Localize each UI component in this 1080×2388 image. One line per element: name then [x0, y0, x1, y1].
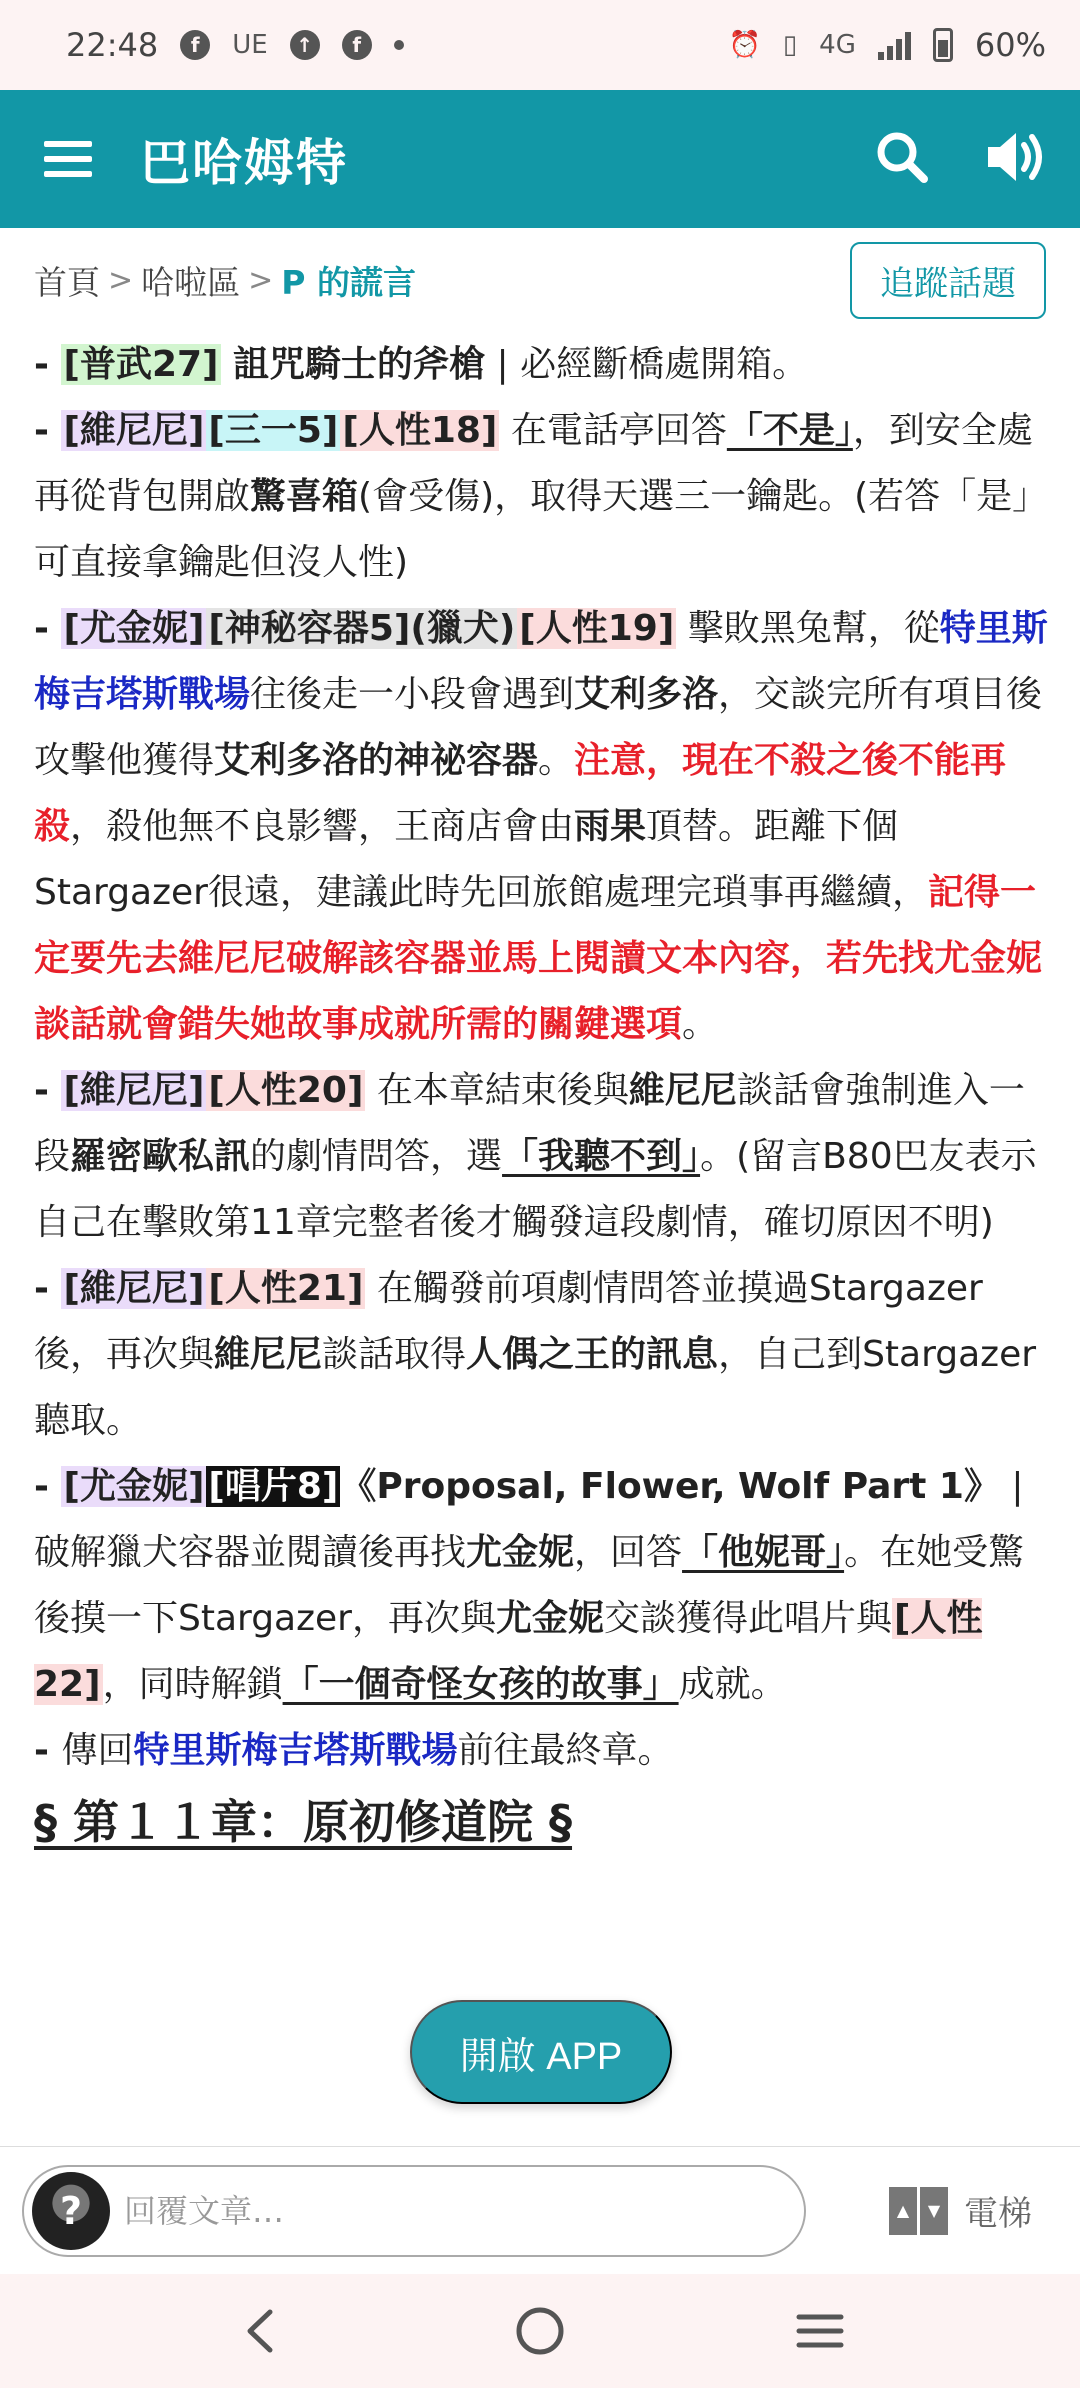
elevator-label: 電梯	[964, 2194, 1032, 2234]
elevator-button[interactable]	[889, 2186, 1032, 2235]
article-body	[34, 332, 1052, 1860]
facebook-notification-icon-2: f	[342, 30, 372, 60]
breadcrumb-board[interactable]: 哈啦區	[141, 262, 241, 302]
reply-bar	[0, 2146, 1080, 2274]
battery-icon	[933, 28, 953, 62]
breadcrumb-separator-2: >	[248, 262, 274, 298]
list-item: - [尤金妮] [神秘容器5](獵犬) [人性19] 擊敗黑兔幫，從特里斯梅吉塔斯戰場往後走一小段會遇到艾利多洛，交談完所有項目後攻擊他獲得艾利多洛的神祕容器。注意，現在不殺之後不能再殺，殺他無不良影響，王商店會由雨果頂替。距離下個Stargazer很遠，建議此時先回旅館處理完瑣事再繼續，記得一定要先去維尼尼破解該容器並馬上閱讀文本內容，若先找尤金妮談話就會錯失她故事成就所需的關鍵選項。	[34, 608, 1048, 1045]
facebook-notification-icon: f	[180, 30, 210, 60]
list-item: - [尤金妮] [唱片8]《Proposal, Flower, Wolf Part 1》 | 破解獵犬容器並閱讀後再找尤金妮，回答「他妮哥」。在她受驚後摸一下Stargazer，再次與尤金妮交談獲得此唱片與[人性22]，同時解鎖「一個奇怪女孩的故事」成就。	[34, 1466, 1025, 1705]
open-app-button[interactable]: 開啟 APP	[410, 2000, 672, 2104]
list-item: - [普武27] 詛咒騎士的斧槍 | 必經斷橋處開箱。	[34, 344, 809, 385]
list-item: - 傳回特里斯梅吉塔斯戰場前往最終章。	[34, 1730, 674, 1771]
alarm-icon: ⏰	[728, 30, 761, 60]
status-time: 22:48	[66, 26, 159, 64]
speaker-icon[interactable]	[984, 127, 1050, 191]
back-chevron-icon[interactable]	[220, 2291, 300, 2371]
app-bar	[0, 90, 1080, 228]
article-link[interactable]: 特里斯梅吉塔斯戰場	[133, 1730, 458, 1771]
upload-notification-icon: ↑	[290, 30, 320, 60]
vibrate-icon: ▯	[782, 30, 798, 60]
more-notifications-dot-icon	[394, 40, 404, 50]
system-nav-bar	[0, 2274, 1080, 2388]
ue-notification-icon: UE	[232, 30, 268, 60]
breadcrumb	[0, 228, 1080, 332]
recents-lines-icon[interactable]	[780, 2291, 860, 2371]
avatar[interactable]: ?	[32, 2172, 110, 2250]
breadcrumb-current[interactable]: P 的謊言	[281, 262, 416, 302]
home-circle-icon[interactable]	[500, 2291, 580, 2371]
elevator-icon: ▲ ▼	[889, 2187, 948, 2235]
list-item: - [維尼尼] [人性20] 在本章結束後與維尼尼談話會強制進入一段羅密歐私訊的劇情問答，選「我聽不到」。(留言B80巴友表示自己在擊敗第11章完整者後才觸發這段劇情，確切原因不明)	[34, 1070, 1037, 1243]
list-item: - [維尼尼] [三一5] [人性18] 在電話亭回答「不是」，到安全處再從背包開啟驚喜箱(會受傷)，取得天選三一鑰匙。(若答「是」可直接拿鑰匙但沒人性)	[34, 410, 1049, 583]
breadcrumb-separator: >	[108, 262, 134, 298]
reply-input[interactable]	[124, 2192, 764, 2230]
list-item: - [維尼尼] [人性21] 在觸發前項劇情問答並摸過Stargazer後，再次與維尼尼談話取得人偶之王的訊息，自己到Stargazer聽取。	[34, 1268, 1037, 1441]
article-link[interactable]: 特里斯梅吉塔斯戰場	[34, 608, 1048, 715]
hamburger-menu-icon[interactable]	[44, 141, 92, 177]
battery-percent: 60%	[974, 26, 1046, 64]
search-icon[interactable]	[874, 129, 930, 189]
signal-strength-icon	[878, 30, 911, 60]
reply-field[interactable]	[22, 2165, 806, 2257]
app-title[interactable]: 巴哈姆特	[140, 134, 348, 192]
chapter-heading: § 第１１章：原初修道院 §	[34, 1795, 573, 1849]
network-type-label: 4G	[819, 30, 856, 60]
breadcrumb-home[interactable]: 首頁	[34, 262, 100, 302]
status-bar	[0, 0, 1080, 90]
track-topic-button[interactable]: 追蹤話題	[850, 242, 1046, 319]
